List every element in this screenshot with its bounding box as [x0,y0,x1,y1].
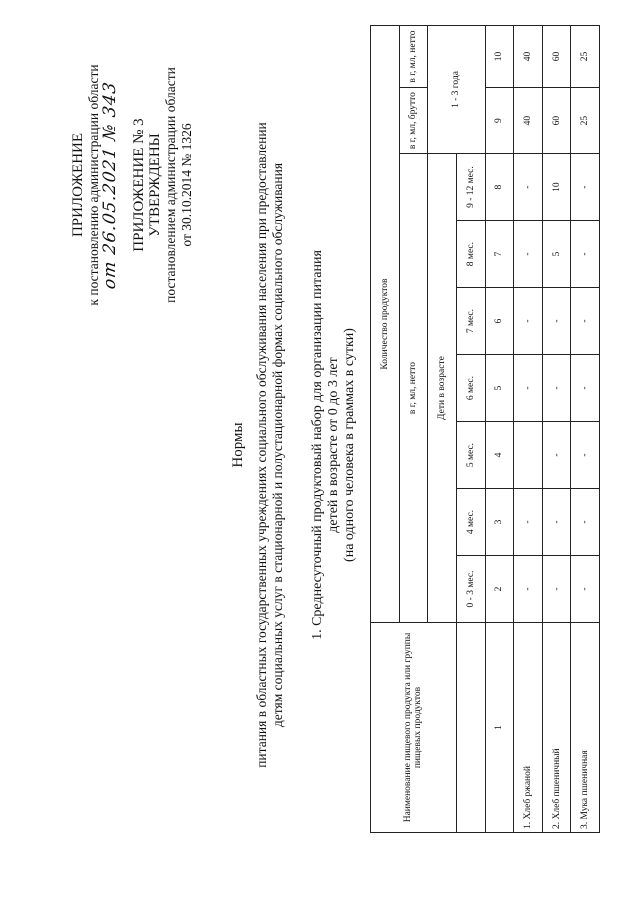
age-cell: 7 мес. [456,288,485,355]
title-line-1: питания в областных государственных учреждениях социального обслуживания населения при предоставлении [254,122,269,768]
table-cell: - [571,221,600,288]
table-cell: - [571,154,600,221]
header-quantity: Количество продуктов [371,26,400,623]
title-line-2: детям социальных услуг в стационарной и полустационарной формах социального обслуживания [270,162,285,728]
table-cell: - [514,288,543,355]
table-cell: - [514,221,543,288]
index-cell: 5 [485,355,514,422]
approved-by: постановлением администрации области [163,67,178,303]
age-cell: 9 - 12 мес. [456,154,485,221]
table-cell: - [571,489,600,556]
table-cell: 60 [542,26,571,88]
header-net-2: в г, мл, нетто [399,26,428,88]
table-cell: 25 [571,88,600,154]
header-age-1-3: 1 - 3 года [428,26,485,154]
table-cell: - [514,489,543,556]
table-cell: 5 [542,221,571,288]
table-cell: - [514,355,543,422]
section-heading [310,55,358,835]
table-cell: - [542,489,571,556]
index-cell: 2 [485,556,514,623]
header-product-name: Наименование пищевого продукта или группы пищевых продуктов [371,623,457,833]
title-heading: Нормы [230,422,246,468]
row-name: 2. Хлеб пшеничный [542,623,571,833]
products-table [370,25,600,833]
table-cell: 40 [514,26,543,88]
table-cell: - [514,154,543,221]
index-cell: 9 [485,88,514,154]
table-cell: - [514,556,543,623]
section-line-1: 1. Среднесуточный продуктовый набор для организации питания [310,250,325,640]
section-line-2: детей в возрасте от 0 до 3 лет [326,357,341,533]
index-cell: 3 [485,489,514,556]
index-cell: 4 [485,422,514,489]
index-cell: 1 [485,623,514,833]
table-cell [514,422,543,489]
appendix-title: ПРИЛОЖЕНИЕ [70,132,86,238]
age-cell: 6 мес. [456,355,485,422]
table-row [542,26,571,833]
approved-label: УТВЕРЖДЕНЫ [147,133,163,237]
index-cell: 6 [485,288,514,355]
row-name: 3. Мука пшеничная [571,623,600,833]
age-cell: 5 мес. [456,422,485,489]
table-cell: - [542,556,571,623]
age-cell: 4 мес. [456,489,485,556]
document-title [230,55,286,835]
table-cell: 60 [542,88,571,154]
table-row [571,26,600,833]
attachment-number: ПРИЛОЖЕНИЕ № 3 [131,118,147,252]
section-line-3: (на одного человека в граммах в сутки) [342,328,357,562]
index-cell: 10 [485,26,514,88]
header-net: в г, мл, нетто [399,154,428,623]
table-cell: 25 [571,26,600,88]
index-cell: 7 [485,221,514,288]
table-cell: 40 [514,88,543,154]
table-index-row [485,26,514,833]
index-cell: 8 [485,154,514,221]
row-name: 1. Хлеб ржаной [514,623,543,833]
table-header-row [371,26,400,833]
approved-date: от 30.10.2014 № 1326 [179,123,194,247]
table-cell: - [542,422,571,489]
table-cell: - [571,556,600,623]
appendix-ref: к постановлению администрации области [86,64,101,306]
table-row [514,26,543,833]
appendix-date-handwritten: от 26.05.2021 № 343 [100,79,120,291]
header-block [70,25,195,345]
table-cell: - [571,355,600,422]
age-cell: 0 - 3 мес. [456,556,485,623]
table-cell: - [571,288,600,355]
age-cell: 8 мес. [456,221,485,288]
table-cell: 10 [542,154,571,221]
table-cell: - [571,422,600,489]
table-cell: - [542,355,571,422]
table-cell: - [542,288,571,355]
header-gross: в г, мл, брутто [399,88,428,154]
header-age: Дети в возрасте [428,154,457,623]
